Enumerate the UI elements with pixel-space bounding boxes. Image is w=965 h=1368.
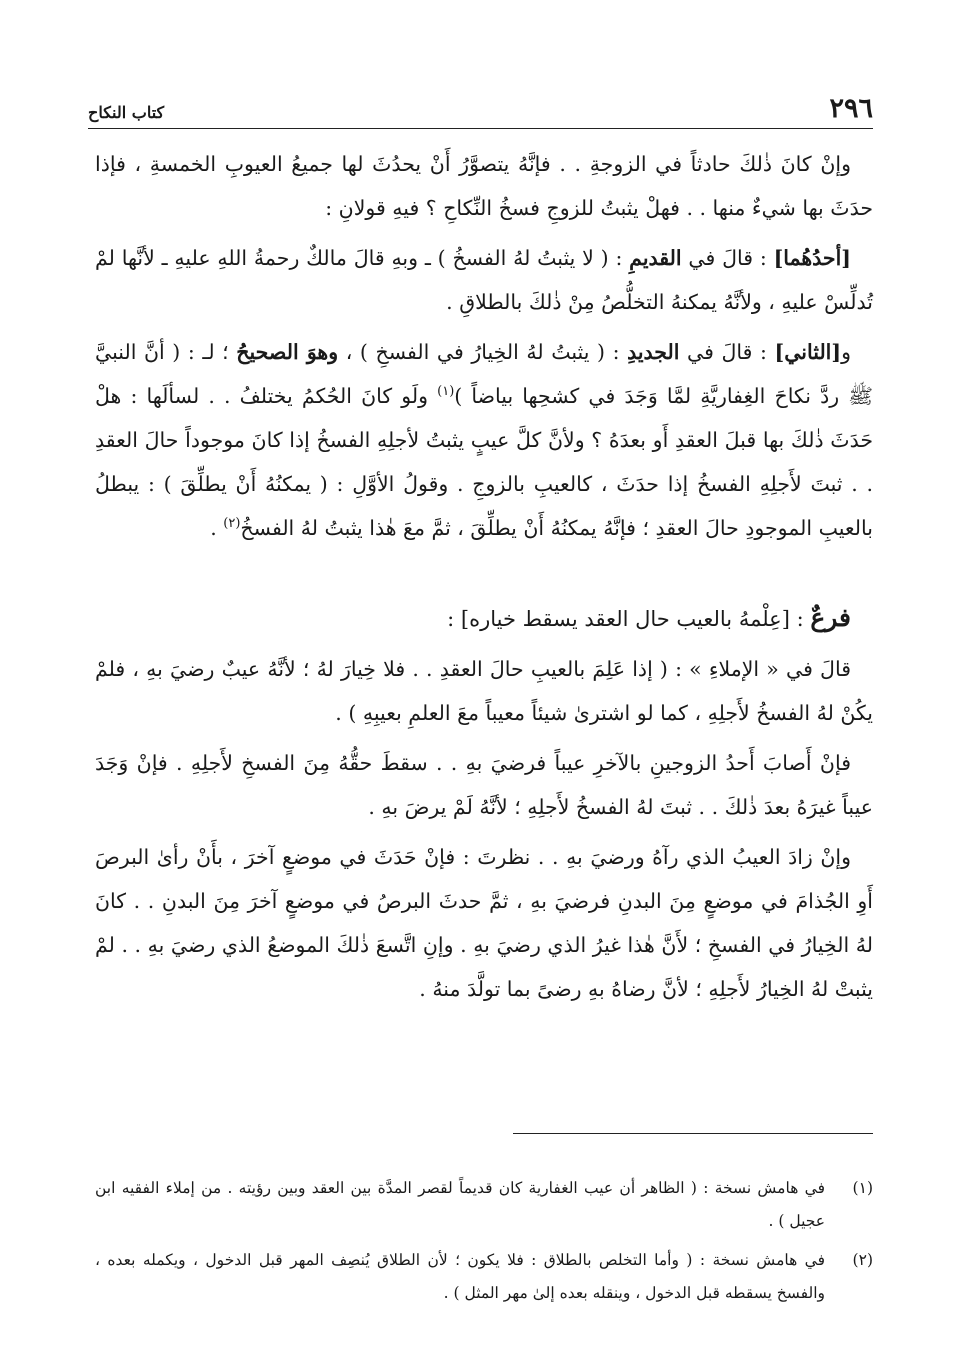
second-opinion-text-d: ولَو كانَ الحُكمُ يختلفُ . . لسألَها : هلْ حَدَثَ ذٰلكَ بها قبلَ العقدِ أَو بعدَهُ ؟ ولأنَّ كلَّ عيبٍ يثبتُ لأجلِهِ الفسخُ إذا كانَ موجوداً حالَ العقدِ . . ثبتَ لأَجلِهِ الفسخُ إذا حدَثَ ، كالعيبِ بالزوجِ . وقولُ الأوَّلِ : ( يمكنُهُ أَنْ يطلِّقَ ) : يبطلُ بالعيبِ الموجودِ حالَ العقدِ ؛ فإنَّهُ يمكنُهُ أَنْ يطلِّقَ ، ثمَّ معَ هٰذا يثبتُ لهُ الفسخُ [95,384,873,540]
second-opinion-text-e: . [210,516,224,540]
footnote-2 [95,1244,873,1310]
jadid-term: الجديدِ [627,340,680,364]
paragraph-spouse-defect [95,741,873,829]
footnote-text: في هامش نسخة : ( الظاهر أن عيب الغفارية كان قديماً لقصر المدَّة بين العقد وبين رؤيته . من إملاء الفقيه ابن عجيل ) . [95,1179,825,1230]
page-number: ٢٩٦ [829,93,873,124]
second-opinion-prefix: و [841,340,851,364]
paragraph-defect-increase-text: وإنْ زادَ العيبُ الذي رآهُ ورضيَ بهِ . . نظرتَ : فإنْ حَدَثَ في موضعٍ آخرَ ، بأَنْ رأىٰ البرصَ أَوِ الجُذامَ في موضعٍ مِنَ البدنِ فرضيَ بهِ ، ثمَّ حدثَ البرصُ في موضعٍ آخرَ مِنَ البدنِ . . كانَ لهُ الخِيارُ في الفسخِ ؛ لأَنَّ هٰذا غيرُ الذي رضيَ بهِ . وإنِ اتَّسعَ ذٰلكَ الموضعُ الذي رضيَ بهِ . . لمْ يثبتْ لهُ الخِيارُ لأَجلِهِ ؛ لأنَّ رضاهُ بهِ رضىً بما تولَّدَ منهُ . [95,845,873,1001]
paragraph-defect-increase [95,835,873,1011]
sahih-term: وهوَ الصحيحُ [236,340,339,364]
paragraph-imla-text: قالَ في « الإملاءِ » : ( إذا عَلِمَ بالعيبِ حالَ العقدِ . . فلا خِيارَ لهُ ؛ لأنَّهُ عيبٌ رضيَ بهِ ، فلمْ يكُنْ لهُ الفسخُ لأَجلِهِ ، كما لو اشترىٰ شيئاً معيباً معَ العلمِ بعيبِهِ ) . [95,657,873,725]
first-opinion-text-b: : ( لا يثبتُ لهُ الفسخُ ) ـ وبهِ قالَ مالكٌ رحمةُ اللهِ عليهِ ـ لأنَّها لمْ تُدلِّسْ عليهِ ، ولأنَّهُ يمكنهُ التخلُّصُ مِنْ ذٰلكَ بالطلاقِ . [95,246,873,314]
footnote-number: (٢) [852,1251,873,1269]
footnotes [95,1172,873,1316]
running-title: كتاب النكاح [88,103,165,122]
second-opinion-text-c: ؛ لـ : ( أنَّ النبيَّ ﷺ ردَّ نكاحَ الغِفاريَّةِ لمَّا وَجَدَ في كشحِها بياضاً ) [95,340,873,408]
page-header [88,84,873,129]
second-opinion-label: [الثاني] [774,340,842,364]
paragraph-intro-text: وإنْ كانَ ذٰلكَ حادثاً في الزوجةِ . . فإنَّهُ يتصوَّرُ أَنْ يحدُثَ لها جميعُ العيوبِ الخمسةِ ، فإذا حدَثَ بها شيءٌ منها . . فهلْ يثبتُ للزوجِ فسخُ النِّكاحِ ؟ فيهِ قولانِ : [95,152,873,220]
branch-title: : [عِلْمهُ بالعيب حال العقد يسقط خياره] : [447,607,811,631]
branch-word: فرعٌ [810,603,851,632]
footnote-ref-2[interactable]: (٢) [223,516,241,532]
paragraph-first-opinion [95,236,873,324]
qadim-term: القديمِ [629,246,682,270]
footnote-1 [95,1172,873,1238]
paragraph-intro [95,142,873,230]
second-opinion-text-a: : قالَ في [679,340,775,364]
footnote-number: (١) [852,1179,873,1197]
paragraph-spouse-defect-text: فإنْ أَصابَ أَحدُ الزوجينِ بالآخرِ عيباً فرضيَ بهِ . . سقطَ حقُّهُ مِنَ الفسخِ لأَجلِهِ . فإنْ وَجَدَ عيباً غيرَهُ بعدَ ذٰلكَ . . ثبتَ لهُ الفسخُ لأَجلِهِ ؛ لأنَّهُ لَمْ يرضَ بهِ . [95,751,873,819]
main-text [95,142,873,1017]
first-opinion-label: [أحدُهُما] [773,246,851,270]
paragraph-second-opinion [95,330,873,550]
second-opinion-text-b: : ( يثبتُ لهُ الخِيارُ في الفسخِ ) ، [338,340,628,364]
footnote-text: في هامش نسخة : ( وأما التخلص بالطلاق : فلا يكون ؛ لأن الطلاق يُنصِف المهر قبل الدخول ، ويكمله بعده ، والفسخ يسقطه قبل الدخول ، وينقله بعده إلىٰ مهر المثل ) . [95,1251,825,1302]
paragraph-imla [95,647,873,735]
footnote-divider [513,1133,873,1134]
branch-heading [95,596,873,641]
first-opinion-text-a: : قالَ في [681,246,774,270]
footnote-ref-1[interactable]: (١) [437,384,455,400]
